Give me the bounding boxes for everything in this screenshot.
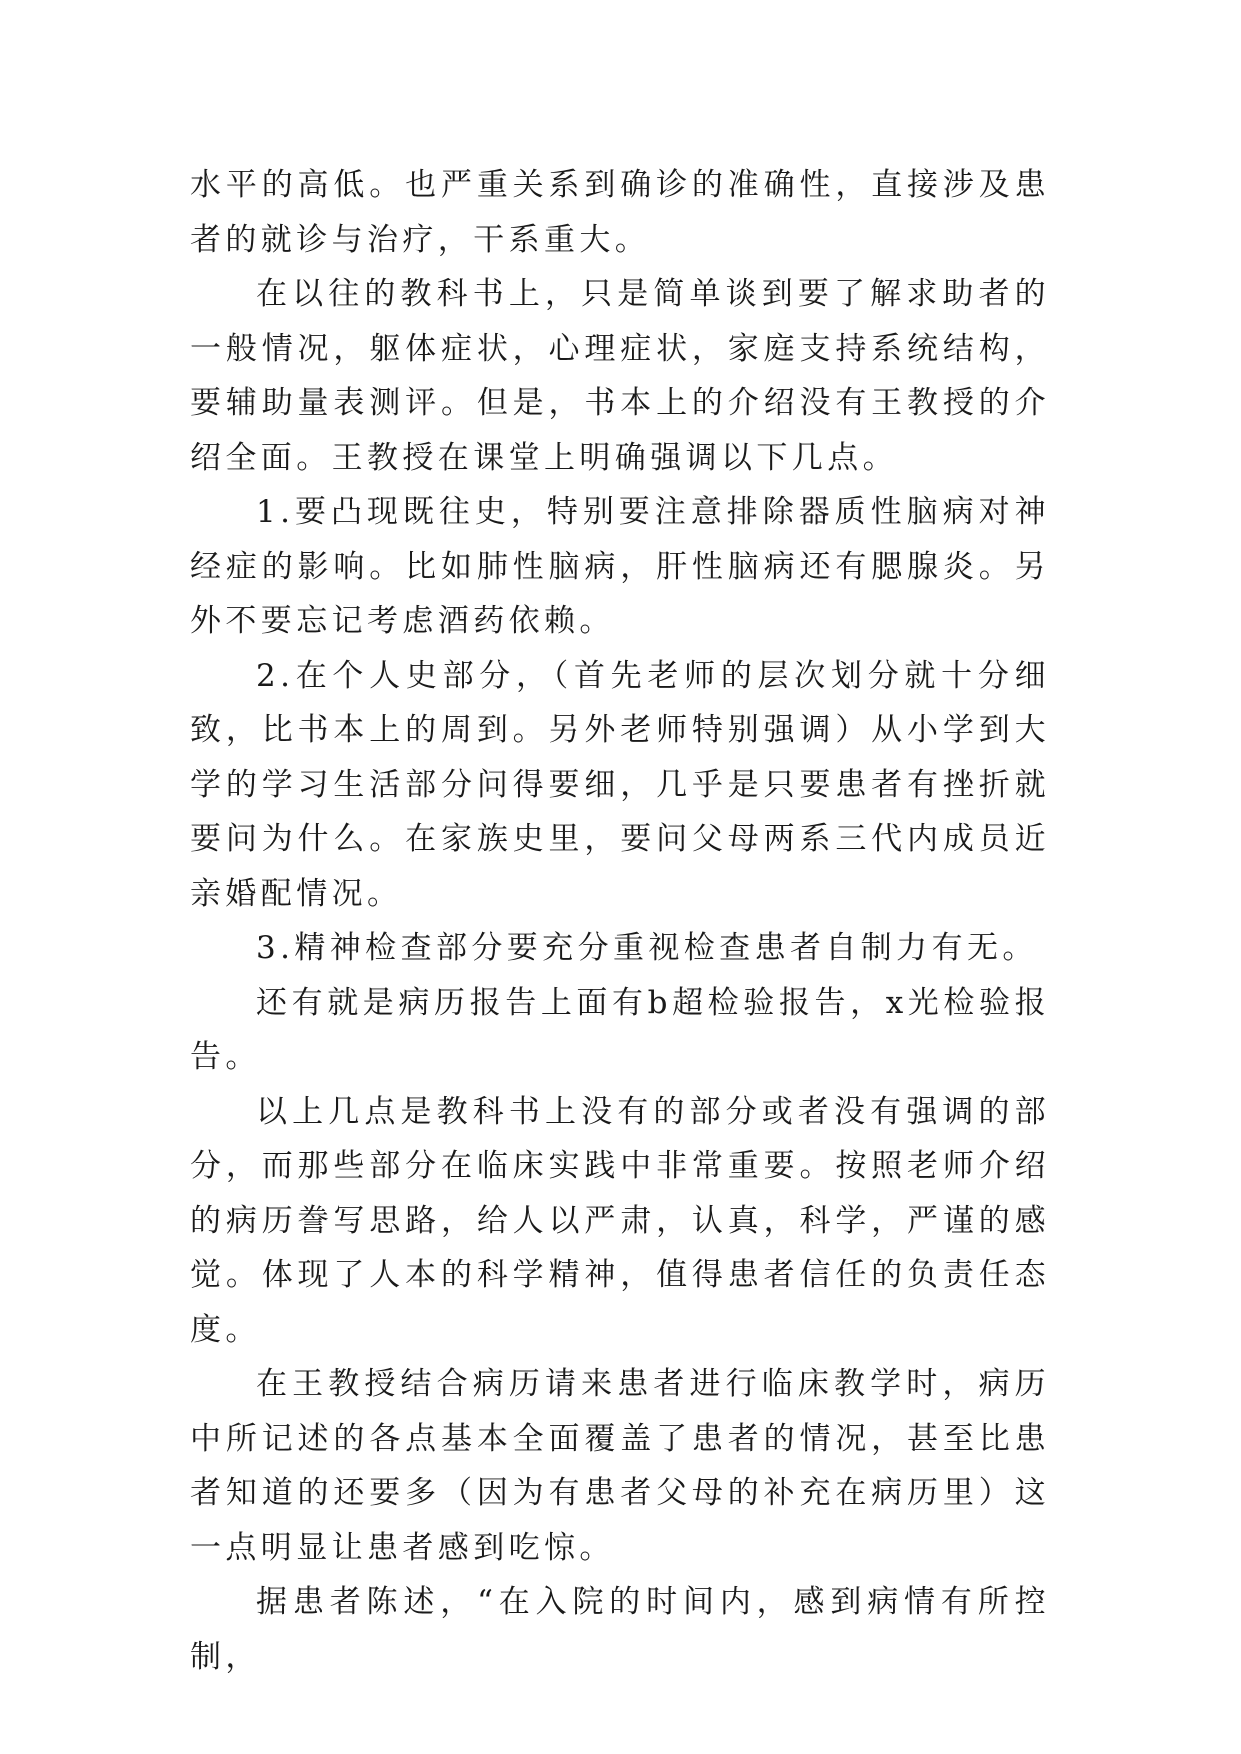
paragraph-4: 2.在个人史部分，（首先老师的层次划分就十分细致，比书本上的周到。另外老师特别强调）从小学到大学的学习生活部分问得要细，几乎是只要患者有挫折就要问为什么。在家族史里，要问父母两系三代内成员近亲婚配情况。 <box>190 657 1050 912</box>
paragraph-1: 水平的高低。也严重关系到确诊的准确性，直接涉及患者的就诊与治疗，干系重大。 <box>190 167 1050 258</box>
paragraph-9: 据患者陈述，“在入院的时间内，感到病情有所控制， <box>190 1584 1050 1675</box>
paragraph-6: 还有就是病历报告上面有b超检验报告，x光检验报告。 <box>190 984 1050 1075</box>
paragraph-2: 在以往的教科书上，只是简单谈到要了解求助者的一般情况，躯体症状，心理症状，家庭支持系统结构，要辅助量表测评。但是，书本上的介绍没有王教授的介绍全面。王教授在课堂上明确强调以下几点。 <box>190 276 1050 476</box>
paragraph-8: 在王教授结合病历请来患者进行临床教学时，病历中所记述的各点基本全面覆盖了患者的情况，甚至比患者知道的还要多（因为有患者父母的补充在病历里）这一点明显让患者感到吃惊。 <box>190 1366 1050 1566</box>
paragraph-3: 1.要凸现既往史，特别要注意排除器质性脑病对神经症的影响。比如肺性脑病，肝性脑病还有腮腺炎。另外不要忘记考虑酒药依赖。 <box>190 494 1050 639</box>
paragraph-5: 3.精神检查部分要充分重视检查患者自制力有无。 <box>256 930 1038 966</box>
document-body <box>190 158 1050 1684</box>
paragraph-7: 以上几点是教科书上没有的部分或者没有强调的部分，而那些部分在临床实践中非常重要。按照老师介绍的病历誊写思路，给人以严肃，认真，科学，严谨的感觉。体现了人本的科学精神，值得患者信任的负责任态度。 <box>190 1093 1050 1348</box>
